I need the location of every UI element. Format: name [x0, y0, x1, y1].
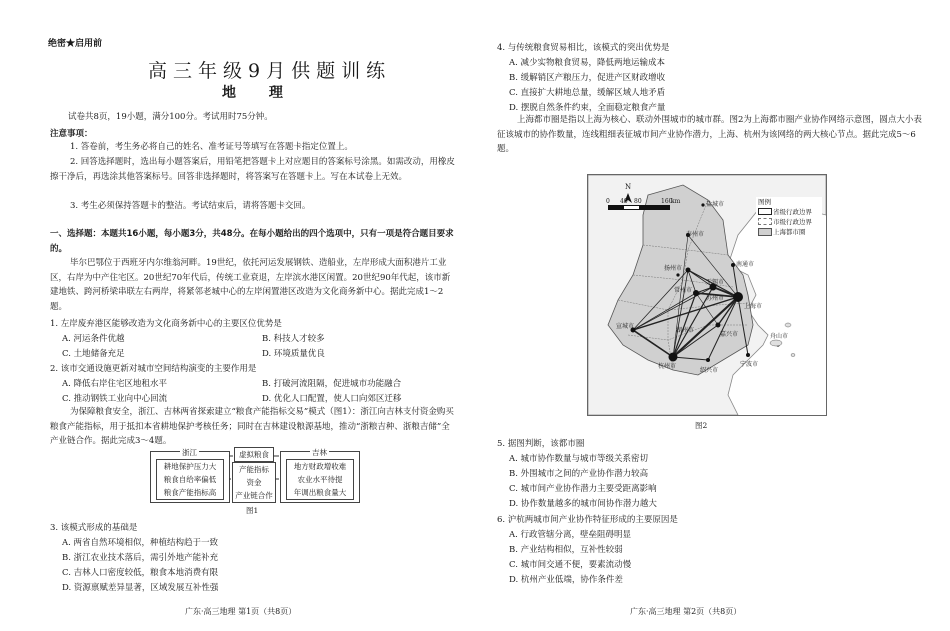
q3-option-b[interactable]: B. 浙江农业技术落后，需引外地产能补充 — [62, 553, 219, 563]
question-4: 4. 与传统粮食贸易相比，该模式的突出优势是 — [497, 43, 670, 53]
legend-swatch-metro — [758, 228, 772, 236]
exam-title: 高三年级9月供题训练 — [148, 60, 392, 82]
legend-city: 市级行政边界 — [773, 218, 812, 226]
right-page — [475, 0, 950, 631]
city-label: 常州市 — [674, 287, 693, 294]
q1-option-d[interactable]: D. 环境质量优良 — [262, 349, 325, 359]
middle-item: 资金 — [246, 478, 262, 487]
q6-option-d[interactable]: D. 杭州产业低端，协作条件差 — [509, 575, 623, 585]
figure-2-map — [587, 174, 827, 416]
q1-option-c[interactable]: C. 土地储备充足 — [62, 349, 125, 359]
city-label: 盐城市 — [706, 201, 725, 208]
q6-option-a[interactable]: A. 行政管辖分离，壁垒阻碍明显 — [509, 530, 632, 540]
jilin-item: 地方财政增收难 — [293, 462, 347, 471]
q2-option-a[interactable]: A. 降低右岸住宅区地租水平 — [62, 379, 168, 389]
jilin-item: 年调出粮食量大 — [293, 488, 347, 497]
virtual-grain-box: 虚拟粮食 — [234, 447, 274, 462]
q4-option-d[interactable]: D. 摆脱自然条件约束，全面稳定粮食产量 — [509, 103, 666, 113]
q2-option-d[interactable]: D. 优化人口配置，使人口向郊区迁移 — [262, 394, 402, 404]
city-label: 上海市 — [744, 303, 763, 310]
passage-grain: 为保障粮食安全，浙江、吉林两省探索建立“粮食产能指标交易”模式（图1）：浙江向吉林支付资金购买粮食产能指标，用于抵扣本省耕地保护考核任务；同时在吉林建设粮源基地，推动“浙粮吉种、浙粮吉储”全产业链合作。据此完成3～4题。 — [50, 407, 454, 446]
jilin-item: 农业水平待提 — [297, 475, 343, 484]
jilin-label: 吉林 — [312, 448, 327, 457]
legend-province: 省级行政边界 — [773, 208, 812, 216]
city-label: 苏州市 — [706, 295, 725, 302]
notice-3: 3. 考生必须保持答题卡的整洁。考试结束后，请将答题卡交回。 — [70, 201, 311, 211]
scale-80: 80 — [634, 198, 642, 205]
question-1: 1. 左岸废弃港区能够改造为文化商务新中心的主要区位优势是 — [50, 319, 282, 329]
question-2: 2. 该市交通设施更新对城市空间结构演变的主要作用是 — [50, 364, 257, 374]
figure-1-caption: 图1 — [246, 506, 259, 515]
city-label: 宁波市 — [740, 361, 759, 368]
figure-2-caption: 图2 — [695, 421, 708, 430]
q5-option-c[interactable]: C. 城市间产业协作潜力主要受距离影响 — [509, 484, 657, 494]
figure-1 — [150, 447, 360, 503]
subject-title: 地 理 — [222, 85, 297, 101]
middle-item: 产能指标 — [239, 465, 269, 474]
confidential-mark: 绝密★启用前 — [48, 39, 103, 49]
city-label: 绍兴市 — [700, 367, 719, 374]
q5-option-b[interactable]: B. 外围城市之间的产业协作潜力较高 — [509, 469, 649, 479]
scale-bar — [608, 205, 670, 210]
city-label: 南通市 — [736, 261, 755, 268]
q6-option-c[interactable]: C. 城市间交通不便，要素流动慢 — [509, 560, 632, 570]
q3-option-a[interactable]: A. 两省自然环境相似，种植结构趋于一致 — [62, 538, 219, 548]
city-label: 无锡市 — [706, 279, 725, 286]
scale-160: 160 — [661, 198, 673, 205]
legend-title: 图例 — [758, 198, 771, 206]
city-label: 杭州市 — [658, 363, 677, 370]
scale-0: 0 — [606, 198, 610, 205]
q4-option-c[interactable]: C. 直接扩大耕地总量，缓解区域人地矛盾 — [509, 88, 666, 98]
zhejiang-item: 粮食自给率偏低 — [163, 475, 217, 484]
legend-swatch-province — [758, 208, 772, 215]
q3-option-d[interactable]: D. 资源禀赋差异显著，区域发展互补性强 — [62, 583, 219, 593]
q4-option-a[interactable]: A. 减少实物粮食贸易，降低两地运输成本 — [509, 58, 666, 68]
page-footer: 广东·高三地理 第2页（共8页） — [630, 607, 742, 616]
city-label: 舟山市 — [770, 333, 789, 340]
zhejiang-item: 粮食产能指标高 — [163, 488, 217, 497]
city-label: 扬州市 — [664, 265, 683, 272]
city-label: 泰州市 — [686, 231, 705, 238]
passage-bilbao: 毕尔巴鄂位于西班牙内尔维翁河畔。19世纪，依托河运发展钢铁、造船业，左岸形成大面积港片工业区，右岸为中产住宅区。20世纪70年代后，传统工业衰退，左岸滨水港区闲置。20世纪90年代起，该市新建地铁、跨河桥梁串联左右两岸，将紧邻老城中心的左岸闲置港区改造为文化商务新中心。据此完成1～2题。 — [50, 258, 451, 312]
q2-option-b[interactable]: B. 打破河流阻隔，促进城市功能融合 — [262, 379, 402, 389]
q4-option-b[interactable]: B. 缓解销区产粮压力，促进产区财政增收 — [509, 73, 666, 83]
q1-option-a[interactable]: A. 河运条件优越 — [62, 334, 125, 344]
q5-option-d[interactable]: D. 协作数量越多的城市间协作潜力越大 — [509, 499, 657, 509]
exam-meta: 试卷共8页，19小题，满分100分。考试用时75分钟。 — [68, 112, 273, 122]
scale-unit: km — [671, 198, 681, 205]
section-heading: 一、选择题：本题共16小题，每小题3分，共48分。在每小题给出的四个选项中，只有一项是符合题目要求的。 — [50, 229, 454, 254]
figure-1-arrows — [150, 447, 360, 503]
map-legend — [756, 197, 822, 241]
page-footer: 广东·高三地理 第1页（共8页） — [185, 607, 297, 616]
q1-option-b[interactable]: B. 科技人才较多 — [262, 334, 325, 344]
middle-item: 产业链合作 — [235, 491, 273, 500]
city-label: 宣城市 — [616, 323, 635, 330]
q6-option-b[interactable]: B. 产业结构相似，互补性较弱 — [509, 545, 623, 555]
q3-option-c[interactable]: C. 吉林人口密度较低，粮食本地消费有限 — [62, 568, 219, 578]
north-label: N — [625, 183, 632, 191]
q2-option-c[interactable]: C. 推动钢铁工业向中心回流 — [62, 394, 168, 404]
notice-2: 2. 回答选择题时，选出每小题答案后，用铅笔把答题卡上对应题目的答案标号涂黑。如需改动，用橡皮擦干净后，再选涂其他答案标号。回答非选择题时，将答案写在答题卡上。写在本试卷上无效。 — [50, 157, 455, 182]
city-label: 湖州市 — [676, 327, 695, 334]
scale-40: 40 — [620, 198, 628, 205]
zhejiang-item: 耕地保护压力大 — [163, 462, 217, 471]
notice-1: 1. 答卷前，考生务必将自己的姓名、准考证号等填写在答题卡指定位置上。 — [70, 142, 353, 152]
legend-metro: 上海都市圈 — [773, 228, 806, 236]
question-6: 6. 沪杭两城市间产业协作特征形成的主要原因是 — [497, 515, 678, 525]
zhejiang-label: 浙江 — [182, 448, 197, 457]
question-5: 5. 据图判断，该都市圈 — [497, 439, 585, 449]
legend-swatch-city — [758, 218, 772, 225]
notice-heading: 注意事项： — [50, 129, 93, 139]
q5-option-a[interactable]: A. 城市协作数量与城市等级关系密切 — [509, 454, 649, 464]
question-3: 3. 该模式形成的基础是 — [50, 523, 138, 533]
city-label: 嘉兴市 — [720, 331, 739, 338]
passage-shanghai: 上海都市圈是指以上海为核心、联动外围城市的城市群。图2为上海都市圈产业协作网络示意图，圆点大小表征该城市的协作数量，连线粗细表征城市间产业协作潜力，上海、杭州为该网络的两大核心节点。据此完成5～6题。 — [497, 115, 922, 154]
